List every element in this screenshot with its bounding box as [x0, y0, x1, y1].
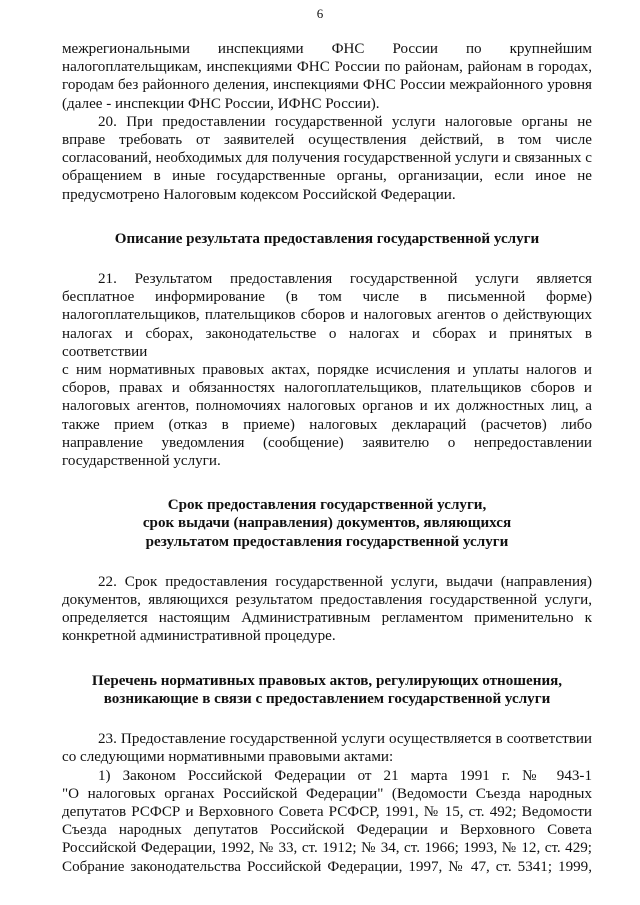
text-line: депутатов РСФСР и Верховного Совета РСФСР, 1991, № 15, ст. 492; Ведомости — [62, 803, 592, 820]
text-line: Российской Федерации, 1992, № 33, ст. 1912; № 34, ст. 1966; 1993, № 12, ст. 429; — [62, 840, 592, 857]
text-line: согласований, необходимых для получения государственной услуги и связанных с — [62, 150, 592, 167]
page-number: 6 — [316, 6, 324, 21]
text-line: сборов, правах и обязанностях налогоплательщиков, плательщиков сборов и — [62, 380, 592, 397]
text-line: также прием (отказ в приеме) налоговых деклараций (расчетов) либо — [62, 416, 592, 433]
paragraph-23 — [62, 730, 592, 766]
section-heading-result — [62, 230, 592, 248]
section-heading-legal-acts — [62, 672, 592, 708]
text-line: документов, являющихся результатом предоставления государственной услуги, — [62, 592, 592, 609]
text-line: налогах и сборах, законодательстве о налогах и сборах и принятых в соответствии — [62, 325, 592, 360]
heading-line: результатом предоставления государственной услуги — [145, 533, 509, 550]
heading-line: Описание результата предоставления государственной услуги — [114, 230, 540, 247]
heading-line: возникающие в связи с предоставлением государственной услуги — [103, 690, 551, 707]
text-line: бесплатное информирование (в том числе в письменной форме) — [62, 289, 592, 306]
text-line: налоговых агентов, полномочиях налоговых органов и их должностных лиц, а — [62, 398, 592, 415]
text-line: 22. Срок предоставления государственной услуги, выдачи (направления) — [98, 573, 592, 590]
page-content — [62, 40, 592, 876]
section-heading-term — [62, 496, 592, 551]
text-line: с ним нормативных правовых актах, порядке исчисления и уплаты налогов и — [62, 362, 592, 379]
text-line: (далее - инспекции ФНС России, ИФНС России). — [62, 95, 380, 112]
paragraph-23-item-1 — [62, 767, 592, 876]
text-line: направление уведомления (сообщение) заявителю о непредоставлении — [62, 434, 592, 451]
text-line: налогоплательщиков, плательщиков сборов и налоговых агентов о действующих — [62, 307, 592, 324]
heading-line: Перечень нормативных правовых актов, регулирующих отношения, — [91, 672, 563, 689]
text-line: "О налоговых органах Российской Федерации" (Ведомости Съезда народных — [62, 785, 592, 802]
text-line: вправе требовать от заявителей осуществления действий, в том числе — [62, 132, 592, 149]
text-line: 21. Результатом предоставления государственной услуги является — [98, 271, 592, 288]
text-line: 23. Предоставление государственной услуги осуществляется в соответствии — [98, 731, 592, 748]
text-line: 20. При предоставлении государственной услуги налоговые органы не — [98, 113, 592, 130]
text-line: межрегиональными инспекциями ФНС России по крупнейшим — [62, 41, 592, 57]
text-line: предусмотрено Налоговым кодексом Российской Федерации. — [62, 186, 456, 203]
text-line: Собрание законодательства Российской Федерации, 1997, № 47, ст. 5341; 1999, — [62, 858, 592, 875]
text-line: обращением в иные государственные органы, организации, если иное не — [62, 168, 592, 185]
text-line: налогоплательщикам, инспекциями ФНС России по районам, районам в городах, — [62, 59, 592, 76]
text-line: конкретной административной процедуре. — [62, 628, 336, 645]
paragraph-22 — [62, 573, 592, 646]
paragraph-21 — [62, 270, 592, 470]
text-line: 1) Законом Российской Федерации от 21 марта 1991 г. № 943-1 — [98, 767, 592, 784]
text-line: со следующими нормативными правовыми актами: — [62, 749, 394, 766]
paragraph-continuation — [62, 40, 592, 113]
text-line: городам без районного деления, инспекциями ФНС России межрайонного уровня — [62, 77, 592, 94]
heading-line: срок выдачи (направления) документов, являющихся — [142, 515, 512, 532]
text-line: государственной услуги. — [62, 453, 221, 470]
heading-line: Срок предоставления государственной услуги, — [167, 497, 487, 514]
paragraph-20 — [62, 113, 592, 204]
text-line: Съезда народных депутатов Российской Федерации и Верховного Совета — [62, 822, 592, 839]
text-line: определяется настоящим Административным регламентом применительно к — [62, 610, 592, 627]
